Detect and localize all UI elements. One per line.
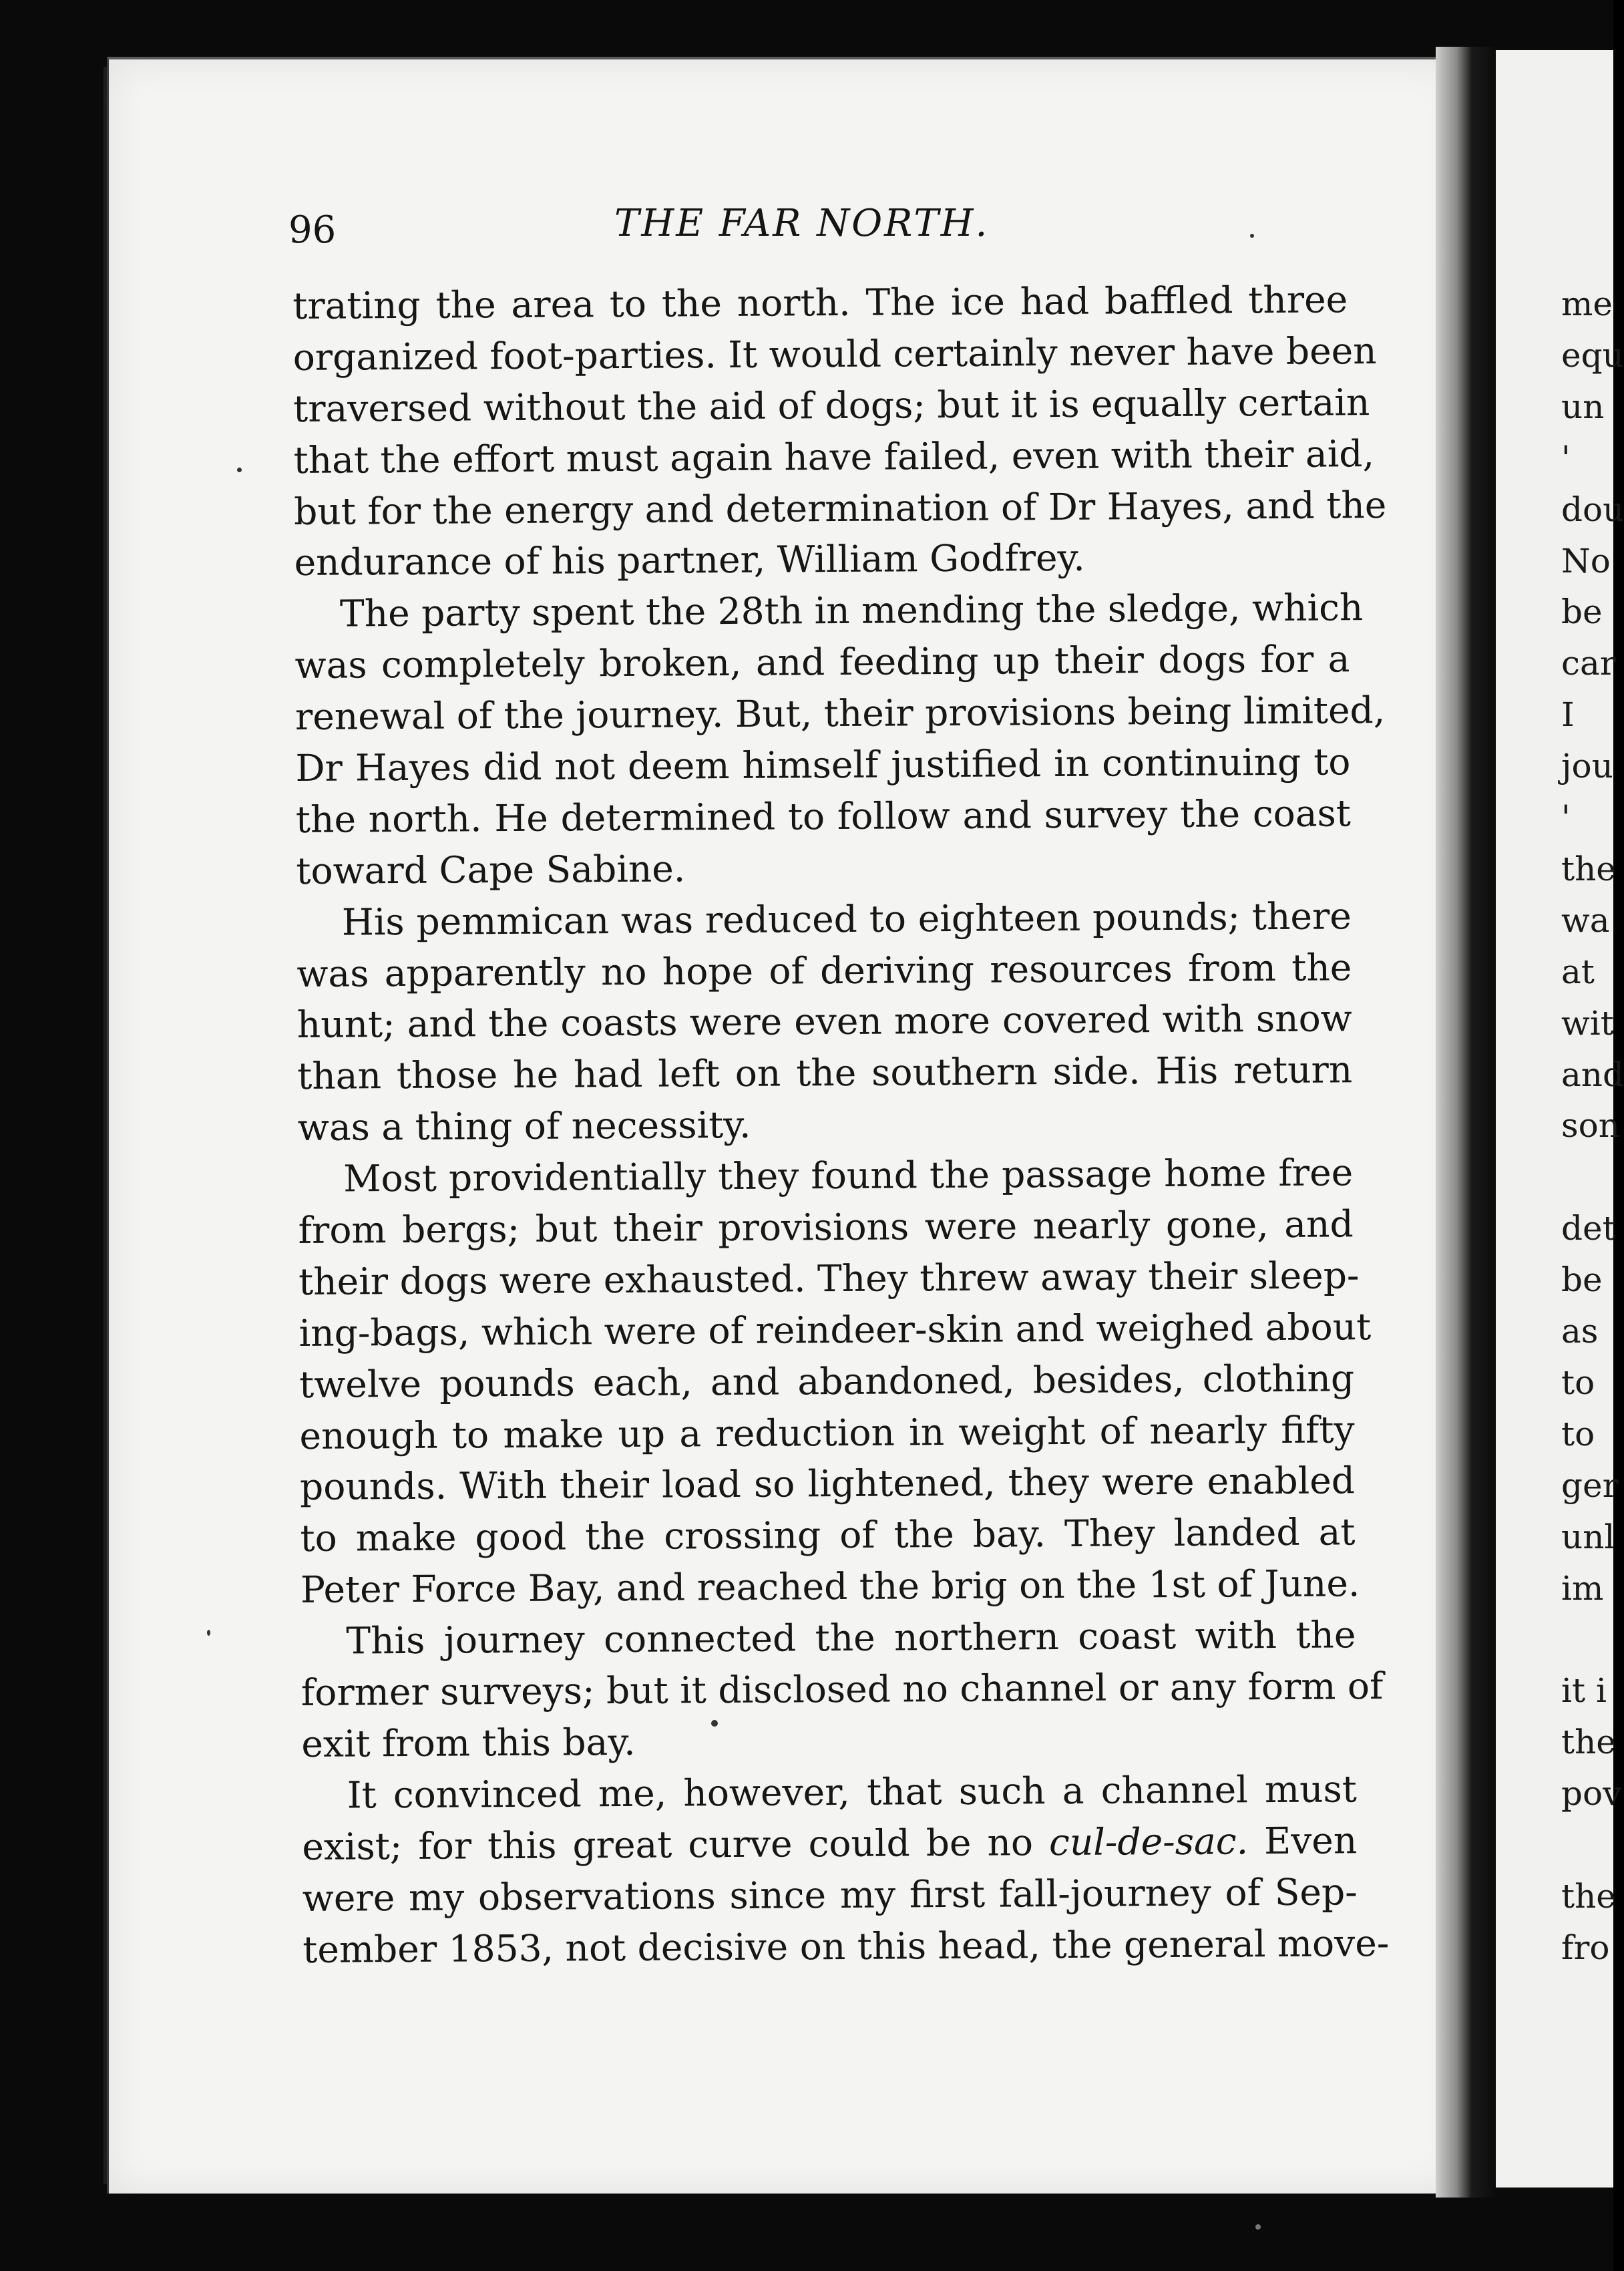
facing-page-fragment: the bbox=[1561, 849, 1616, 888]
facing-page-fragment: to bbox=[1561, 1363, 1595, 1402]
text-line: enough to make up a reduction in weight of nearly fifty bbox=[299, 1407, 1355, 1457]
text-line: Most providentially they found the passage home free bbox=[343, 1151, 1354, 1200]
facing-page-fragment: equ bbox=[1561, 335, 1624, 375]
text-line: His pemmican was reduced to eighteen pounds; there bbox=[341, 894, 1352, 944]
text-line: tember 1853, not decisive on this head, the general move- bbox=[302, 1921, 1390, 1971]
facing-page-fragment: ' bbox=[1561, 798, 1571, 837]
book-gutter bbox=[1436, 47, 1496, 2198]
facing-page-fragment: son bbox=[1561, 1106, 1620, 1146]
facing-page-fragment: No bbox=[1561, 541, 1611, 580]
facing-page-fragment: ' bbox=[1561, 438, 1571, 478]
facing-page-fragment: be bbox=[1561, 592, 1603, 632]
paper-speck bbox=[1255, 2224, 1261, 2230]
text-line: exit from this bay. bbox=[301, 1720, 636, 1765]
running-title: THE FAR NORTH. bbox=[614, 202, 990, 245]
text-line: ing-bags, which were of reindeer-skin and weighed about bbox=[298, 1304, 1372, 1355]
text-line: organized foot-parties. It would certainly never have been bbox=[292, 329, 1377, 379]
facing-page-fragment: det bbox=[1561, 1209, 1616, 1248]
facing-page-fragment: wit bbox=[1561, 1003, 1614, 1043]
facing-page-fragment: dou bbox=[1561, 490, 1624, 529]
paper-speck bbox=[207, 1630, 210, 1636]
body-text bbox=[292, 274, 1390, 1975]
text-line: toward Cape Sabine. bbox=[296, 847, 686, 892]
facing-page-fragment: I bbox=[1561, 695, 1575, 735]
text-line: was a thing of necessity. bbox=[297, 1103, 751, 1150]
text-line: The party spent the 28th in mending the sledge, which bbox=[339, 586, 1364, 635]
facing-page-fragment: as bbox=[1561, 1312, 1599, 1351]
text-line: hunt; and the coasts were even more covered with snow bbox=[296, 997, 1352, 1047]
facing-page-fragment: jou bbox=[1561, 747, 1613, 786]
italic-term: cul-de-sac. bbox=[1048, 1819, 1249, 1864]
facing-page-fragment: and bbox=[1561, 1055, 1624, 1094]
text-line: Dr Hayes did not deem himself justified in continuing to bbox=[295, 740, 1351, 790]
text-line: trating the area to the north. The ice had baffled three bbox=[292, 278, 1348, 327]
text-line: It convinced me, however, that such a channel must bbox=[347, 1767, 1358, 1817]
text-line: was completely broken, and feeding up their dogs for a bbox=[294, 637, 1350, 687]
text-line: traversed without the aid of dogs; but it is equally certain bbox=[292, 380, 1370, 430]
facing-page-fragment: me bbox=[1561, 285, 1613, 323]
facing-page-fragment: pov bbox=[1561, 1774, 1622, 1813]
text-line: than those he had left on the southern side. His return bbox=[297, 1048, 1353, 1098]
facing-page-fragment: fro bbox=[1561, 1928, 1610, 1967]
facing-page-fragment: at bbox=[1561, 952, 1595, 991]
facing-page-fragment: unl bbox=[1561, 1517, 1615, 1556]
facing-page-fragment: the bbox=[1561, 1723, 1616, 1762]
paper-speck bbox=[237, 468, 242, 472]
text-run: exist; for this great curve could be no bbox=[302, 1820, 1050, 1868]
text-line bbox=[302, 1815, 1357, 1873]
paper-speck bbox=[711, 1720, 718, 1727]
text-run: Even bbox=[1247, 1819, 1358, 1863]
paper-speck bbox=[1250, 234, 1254, 238]
facing-page bbox=[1496, 50, 1624, 2188]
text-line: from bergs; but their provisions were nearly gone, and bbox=[298, 1202, 1354, 1252]
text-line: endurance of his partner, William Godfrey. bbox=[294, 536, 1086, 584]
facing-page-fragment: be bbox=[1561, 1260, 1603, 1300]
text-line: were my observations since my first fall-journey of Sep- bbox=[302, 1870, 1358, 1920]
text-line: former surveys; but it disclosed no channel or any form of bbox=[300, 1665, 1384, 1715]
facing-page-fragment: it i bbox=[1561, 1671, 1607, 1711]
text-line: This journey connected the northern coast with the bbox=[346, 1613, 1356, 1663]
text-line: that the effort must again have failed, even with their aid, bbox=[293, 431, 1375, 482]
text-line: the north. He determined to follow and survey the coast bbox=[295, 792, 1352, 841]
facing-page-fragment: ger bbox=[1561, 1465, 1619, 1505]
facing-page-fragment: im bbox=[1561, 1568, 1604, 1608]
facing-page-fragment: to bbox=[1561, 1414, 1595, 1453]
facing-page-fragment: un bbox=[1561, 387, 1605, 426]
page-number: 96 bbox=[288, 208, 337, 252]
text-line: renewal of the journey. But, their provisions being limited, bbox=[294, 689, 1386, 739]
text-line: was apparently no hope of deriving resources from the bbox=[296, 945, 1352, 995]
facing-page-fragment: wa bbox=[1561, 900, 1610, 940]
text-line: to make good the crossing of the bay. They landed at bbox=[300, 1510, 1356, 1560]
text-line: twelve pounds each, and abandoned, besides, clothing bbox=[298, 1357, 1355, 1406]
text-line: Peter Force Bay, and reached the brig on the 1st of June. bbox=[300, 1562, 1360, 1612]
text-line: their dogs were exhausted. They threw away their sleep- bbox=[298, 1254, 1360, 1303]
text-line: pounds. With their load so lightened, they were enabled bbox=[299, 1459, 1356, 1509]
text-line: but for the energy and determination of Dr Hayes, and the bbox=[293, 483, 1387, 533]
facing-page-fragment: the bbox=[1561, 1876, 1616, 1916]
facing-page-fragment: car bbox=[1561, 644, 1616, 683]
